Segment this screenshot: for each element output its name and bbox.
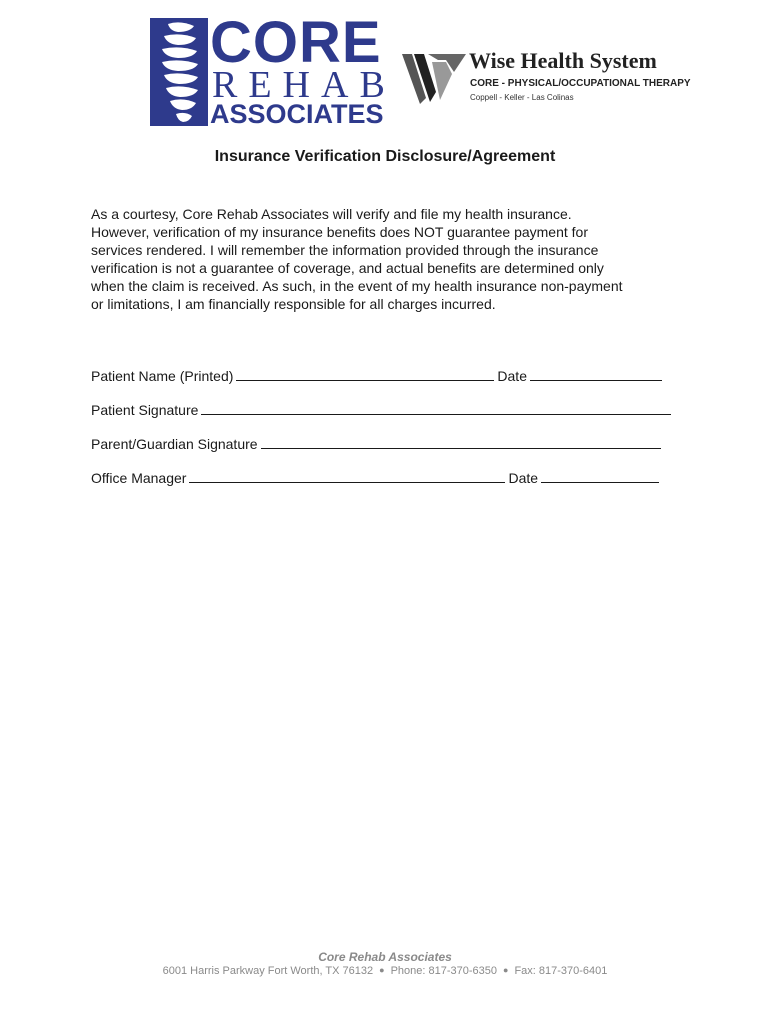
patient-date-blank[interactable] <box>530 366 662 381</box>
footer-address: 6001 Harris Parkway Fort Worth, TX 76132 <box>162 965 374 977</box>
wise-subtitle: CORE - PHYSICAL/OCCUPATIONAL THERAPY <box>470 78 691 89</box>
logo-text-rehab: REHAB <box>212 64 396 106</box>
patient-signature-blank[interactable] <box>201 400 671 415</box>
paragraph-line: verification is not a guarantee of coverage, and actual benefits are determined only <box>91 260 604 276</box>
office-manager-blank[interactable] <box>189 468 505 483</box>
footer-fax: Fax: 817-370-6401 <box>514 965 608 977</box>
wise-locations: Coppell - Keller - Las Colinas <box>470 93 574 102</box>
patient-name-row <box>91 366 665 384</box>
date-label: Date <box>508 470 539 486</box>
date-label: Date <box>497 368 527 384</box>
wise-health-logo <box>402 48 692 108</box>
patient-signature-label: Patient Signature <box>91 402 199 418</box>
page-title: Insurance Verification Disclosure/Agreement <box>214 148 556 165</box>
paragraph-line: As a courtesy, Core Rehab Associates will verify and file my health insurance. <box>91 206 572 222</box>
patient-name-label: Patient Name (Printed) <box>91 368 234 384</box>
bullet-icon: ● <box>503 965 509 975</box>
office-date-blank[interactable] <box>541 468 659 483</box>
bullet-icon: ● <box>379 965 385 975</box>
paragraph-line: However, verification of my insurance benefits does NOT guarantee payment for <box>91 224 588 240</box>
office-manager-label: Office Manager <box>91 470 187 486</box>
guardian-signature-blank[interactable] <box>261 434 661 449</box>
wise-title: Wise Health System <box>469 48 657 73</box>
footer-company-name: Core Rehab Associates <box>318 950 452 964</box>
wise-w-icon <box>402 52 466 106</box>
footer-phone: Phone: 817-370-6350 <box>390 965 497 977</box>
paragraph-line: when the claim is received. As such, in the event of my health insurance non-payment <box>91 278 623 294</box>
courtesy-paragraph <box>91 205 691 313</box>
guardian-signature-label: Parent/Guardian Signature <box>91 436 258 452</box>
paragraph-line: services rendered. I will remember the information provided through the insurance <box>91 242 599 258</box>
core-rehab-logo <box>150 10 400 129</box>
guardian-signature-row <box>91 434 664 452</box>
patient-signature-row <box>91 400 674 418</box>
office-manager-row <box>91 468 662 486</box>
footer-contact <box>0 965 770 977</box>
paragraph-line: or limitations, I am financially responsible for all charges incurred. <box>91 296 496 312</box>
logo-text-associates: ASSOCIATES <box>210 99 384 129</box>
patient-name-blank[interactable] <box>236 366 494 381</box>
logo-text-core: CORE <box>210 10 382 75</box>
spine-icon <box>150 18 208 126</box>
